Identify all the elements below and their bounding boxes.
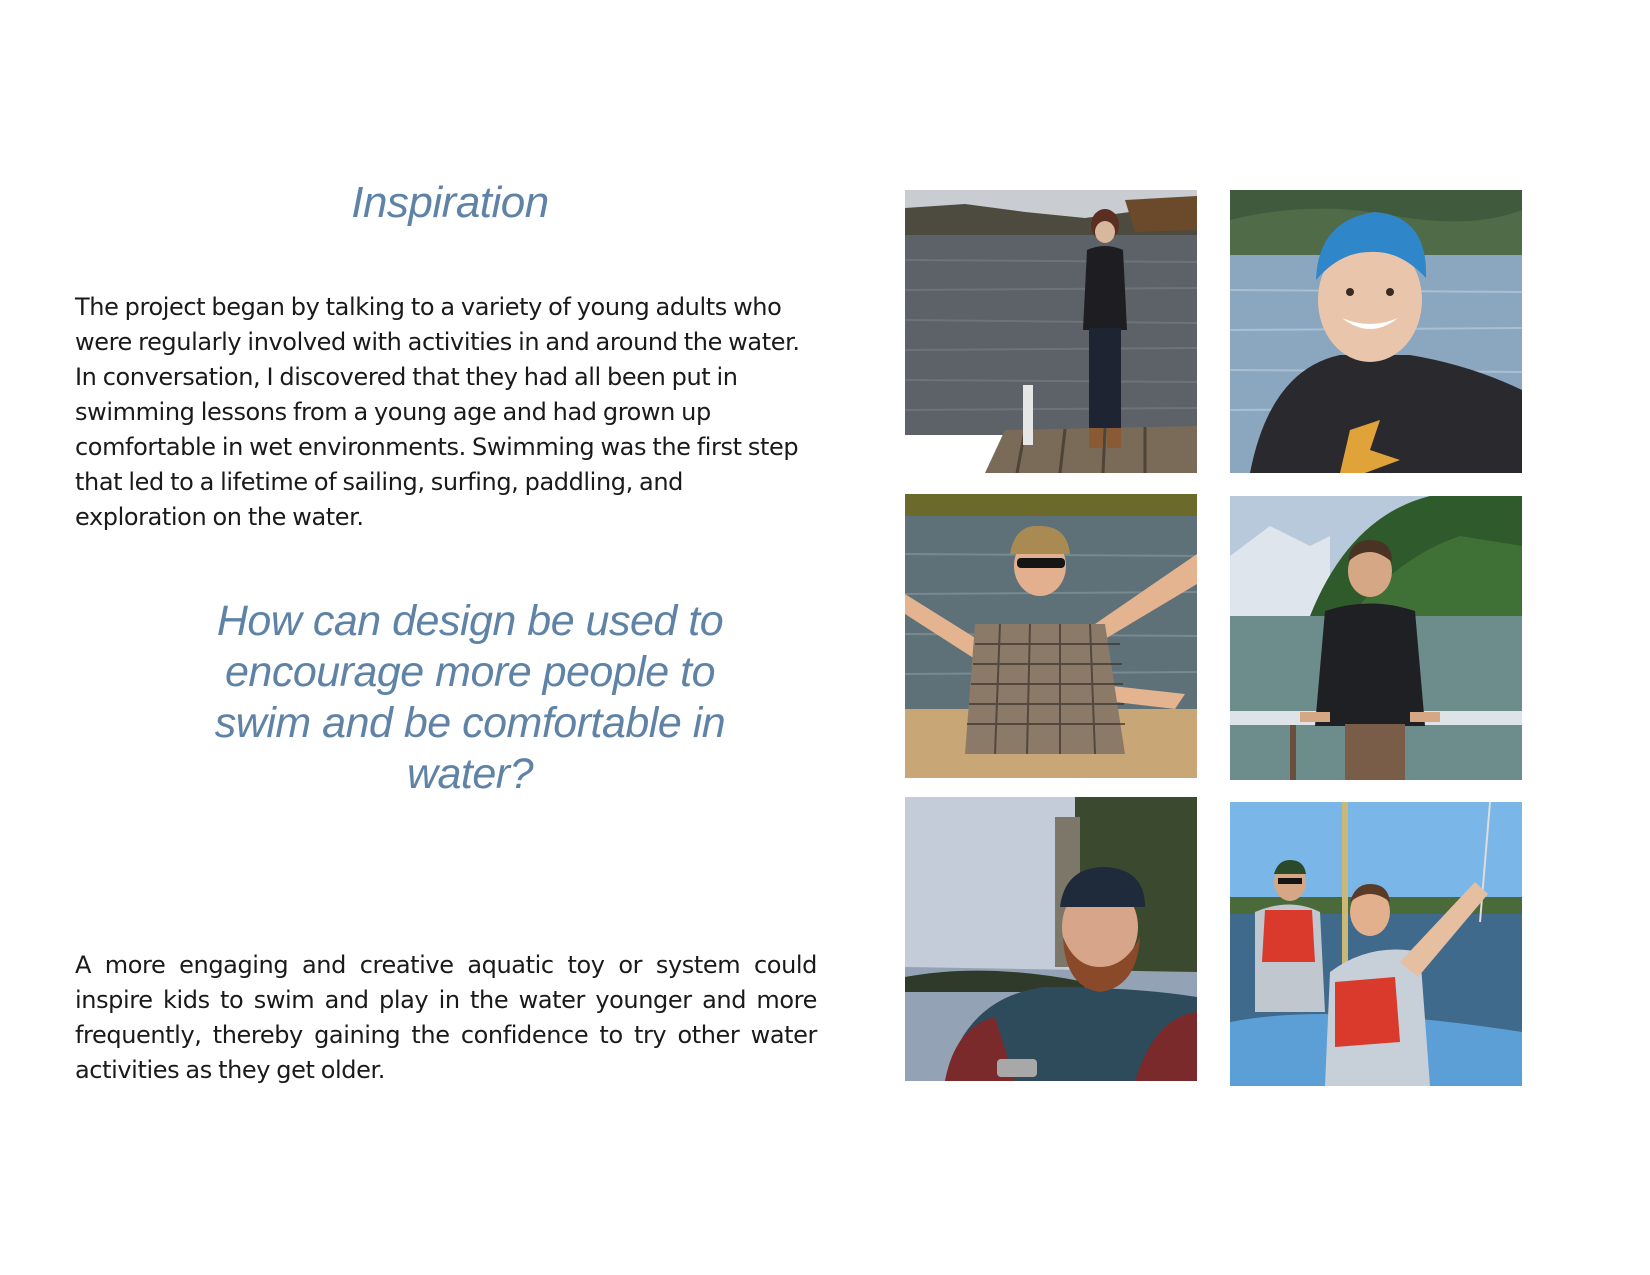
photo-swimmer-in-cap — [1230, 190, 1522, 473]
photo-man-by-mountain-lake — [1230, 496, 1522, 780]
photo-man-with-sunglasses — [905, 494, 1197, 778]
photo-sailing-in-life-jackets — [1230, 802, 1522, 1086]
photo-bearded-man — [905, 797, 1197, 1081]
research-question: How can design be used to encourage more people to swim and be comfortable in water? — [214, 597, 726, 798]
photo-woman-on-dock — [905, 190, 1197, 473]
page-title: Inspiration — [351, 178, 549, 227]
closing-paragraph: A more engaging and creative aquatic toy or system could inspire kids to swim and play in the water younger and more frequently, thereby gaining the confidence to try other water activities as they get older. — [75, 951, 817, 1084]
intro-paragraph: The project began by talking to a variety of young adults who were regularly involved with activities in and around the water. In conversation, I discovered that they had all been put in swimming lessons from a young age and had grown up comfortable in wet environments. Swimming was the first step that led to a lifetime of sailing, surfing, paddling, and exploration on the water. — [75, 293, 800, 531]
